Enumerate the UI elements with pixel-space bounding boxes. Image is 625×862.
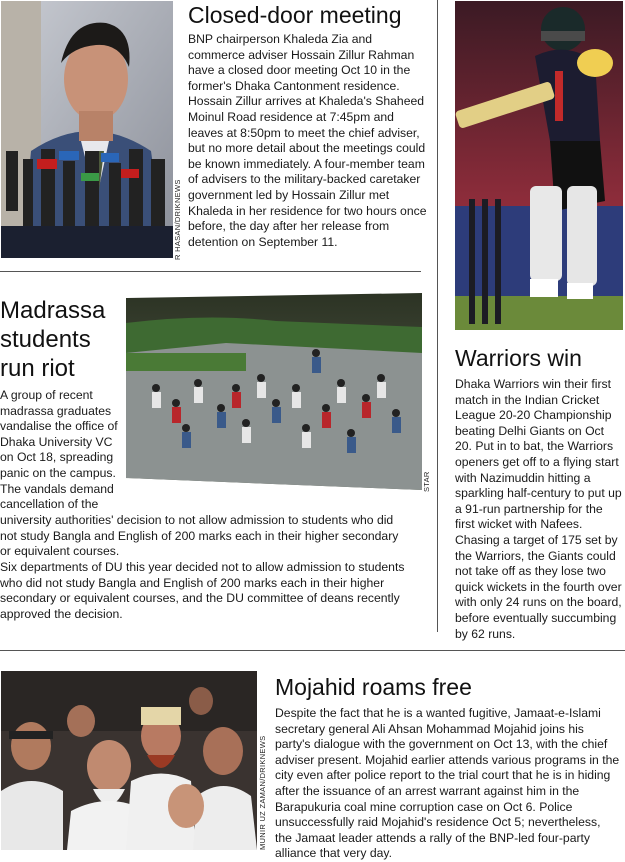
story-closed-door-body: BNP chairperson Khaleda Zia and commerce adviser Hossain Zillur Rahman have a closed door meeting Oct 10 in the former's Dhaka Cantonment residence. Hossain Zillur arrives at Khaleda's Shaheed Moinul Road residence at 7:45pm and leaves at 8:50pm to meet the chief adviser, but no more detail about the meetings could be known immediately. A four-member team of advisers to the military-backed caretaker government led by Hossain Zillur met Khaleda in her residence for two hours once before, the day after her release from detention on September 11. bbox=[188, 32, 427, 249]
divider bbox=[0, 271, 421, 272]
headline-line: run riot bbox=[0, 355, 75, 382]
divider bbox=[0, 650, 625, 651]
story-warriors-photo bbox=[455, 1, 623, 330]
story-closed-door-photo bbox=[1, 1, 173, 258]
story-madrassa-photo bbox=[126, 293, 422, 490]
story-warriors-body: Dhaka Warriors win their first match in the Indian Cricket League 20-20 Championship beating Delhi Giants on Oct 20. Put in to bat, the Warriors openers get off to a flying start with Nazimuddin hitting a sparkling half-century to put up a 91-run partnership for the first wicket with Nafees. Chasing a target of 175 set by the Warriors, the Giants could not take off as they lose two quick wickets in the fourth over with only 24 runs on the board, before eventually succumbing by 62 runs. bbox=[455, 377, 622, 641]
headline-line: Madrassa bbox=[0, 297, 106, 324]
photo-credit: R HASAN/DRIKNEWS bbox=[173, 179, 182, 260]
photo-credit: MUNIR UZ ZAMAN/DRIKNEWS bbox=[258, 735, 267, 850]
headline-closed-door-meeting: Closed-door meeting bbox=[188, 2, 402, 28]
story-madrassa-body-wide: university authorities' decision to not allow admission to students who did not study Bangla and English of 200 marks each in their higher secondary or equivalent courses. bbox=[0, 513, 399, 559]
story-madrassa-body-wide: Six departments of DU this year decided not to allow admission to students who did not study Bangla and English of 200 marks each in their higher secondary or equivalent courses, and the DU committee of deans recently approved the decision. bbox=[0, 560, 405, 621]
story-madrassa-body-narrow: A group of recent madrassa graduates vandalise the office of Dhaka University VC on Oct 18, spreading panic on the campus. The vandals demand cancellation of the bbox=[0, 388, 118, 512]
story-mojahid-body: Despite the fact that he is a wanted fugitive, Jamaat-e-Islami secretary general Ali Ahsan Mohammad Mojahid joins his party's dialogue with the government on Oct 13, with the chief adviser present. Mojahid earlier attends various programs in the city even after police report to the trial court that he is in hiding after the issuance of an arrest warrant against him in the Barapukuria coal mine corruption case on Oct 6. Police unsuccessfully raid Mojahid's residence Oct 5; nevertheless, the Jamaat leader attends a rally of the BNP-led four-party alliance that very day. bbox=[275, 706, 620, 861]
story-mojahid-photo bbox=[1, 671, 257, 850]
headline-warriors-win: Warriors win bbox=[455, 345, 582, 371]
headline-mojahid-roams-free: Mojahid roams free bbox=[275, 674, 472, 700]
divider bbox=[437, 0, 438, 632]
headline-madrassa bbox=[0, 296, 105, 383]
photo-credit: STAR bbox=[422, 471, 431, 492]
headline-line: students bbox=[0, 326, 91, 353]
